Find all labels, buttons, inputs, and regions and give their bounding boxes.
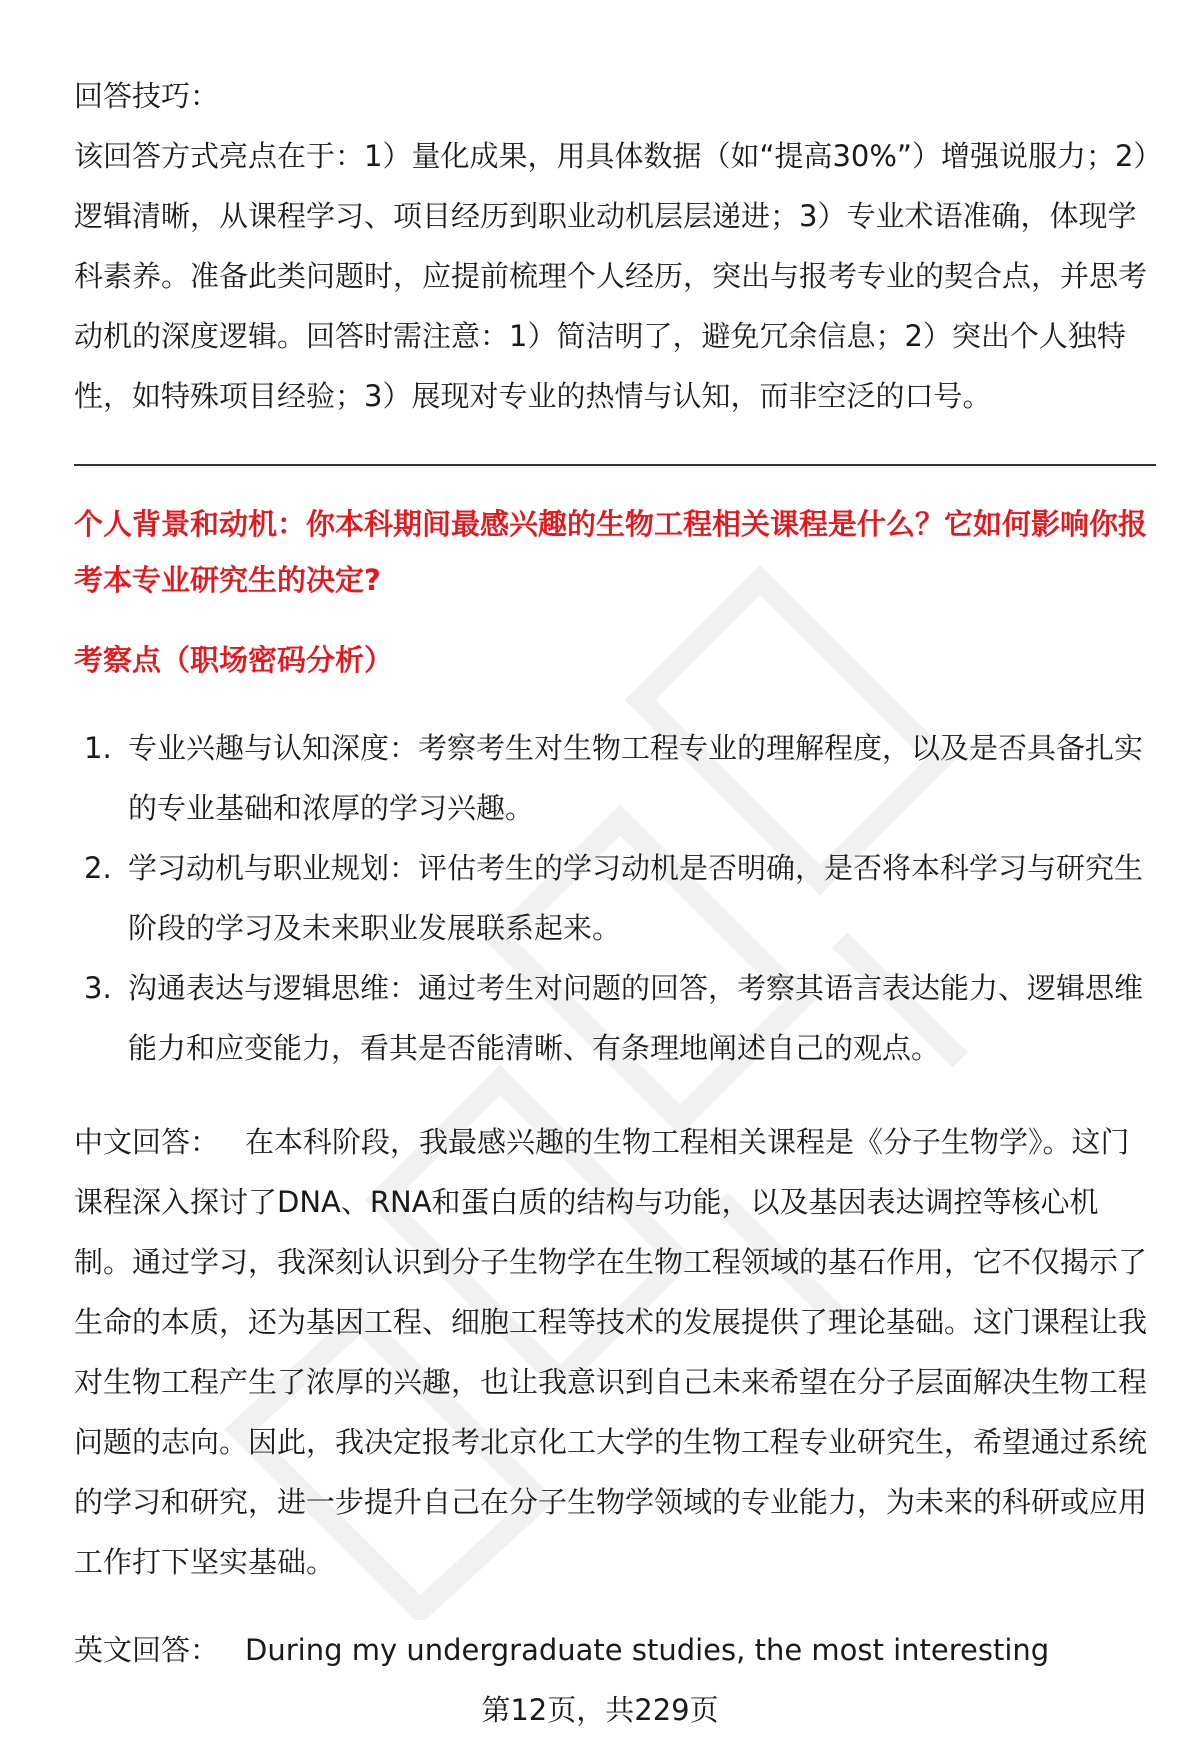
english-answer xyxy=(74,1620,1154,1680)
list-item-text: 学习动机与职业规划：评估考生的学习动机是否明确，是否将本科学习与研究生阶段的学习及未来职业发展联系起来。 xyxy=(128,851,1144,945)
chinese-answer-label: 中文回答： xyxy=(74,1125,220,1159)
list-item xyxy=(74,718,1154,838)
page-content xyxy=(74,66,1154,1680)
list-item-number: 3. xyxy=(84,971,112,1005)
tips-body: 该回答方式亮点在于：1）量化成果，用具体数据（如“提高30%”）增强说服力；2）逻辑清晰，从课程学习、项目经历到职业动机层层递进；3）专业术语准确，体现学科素养。准备此类问题时，应提前梳理个人经历，突出与报考专业的契合点，并思考动机的深度逻辑。回答时需注意：1）简洁明了，避免冗余信息；2）突出个人独特性，如特殊项目经验；3）展现对专业的热情与认知，而非空泛的口号。 xyxy=(74,139,1148,413)
list-item-text: 沟通表达与逻辑思维：通过考生对问题的回答，考察其语言表达能力、逻辑思维能力和应变能力，看其是否能清晰、有条理地阐述自己的观点。 xyxy=(128,971,1144,1065)
list-item-number: 1. xyxy=(84,731,112,765)
section-divider xyxy=(74,464,1156,466)
question-title: 个人背景和动机：你本科期间最感兴趣的生物工程相关课程是什么？它如何影响你报考本专业研究生的决定? xyxy=(74,507,1148,597)
list-item-text: 专业兴趣与认知深度：考察考生对生物工程专业的理解程度，以及是否具备扎实的专业基础和浓厚的学习兴趣。 xyxy=(128,731,1144,825)
list-item xyxy=(74,958,1154,1078)
page-number-footer: 第12页，共229页 xyxy=(481,1693,719,1727)
chinese-answer xyxy=(74,1112,1154,1592)
chinese-answer-text: 在本科阶段，我最感兴趣的生物工程相关课程是《分子生物学》。这门课程深入探讨了DNA、RNA和蛋白质的结构与功能，以及基因表达调控等核心机制。通过学习，我深刻认识到分子生物学在生物工程领域的基石作用，它不仅揭示了生命的本质，还为基因工程、细胞工程等技术的发展提供了理论基础。这门课程让我对生物工程产生了浓厚的兴趣，也让我意识到自己未来希望在分子层面解决生物工程问题的志向。因此，我决定报考北京化工大学的生物工程专业研究生，希望通过系统的学习和研究，进一步提升自己在分子生物学领域的专业能力，为未来的科研或应用工作打下坚实基础。 xyxy=(74,1125,1148,1579)
points-heading: 考察点（职场密码分析） xyxy=(74,643,394,677)
tips-label: 回答技巧： xyxy=(74,79,220,113)
list-item-number: 2. xyxy=(84,851,112,885)
assessment-points-list xyxy=(74,718,1154,1078)
list-item xyxy=(74,838,1154,958)
english-answer-label: 英文回答： xyxy=(74,1633,220,1667)
english-answer-text: During my undergraduate studies, the most interesting xyxy=(245,1633,1050,1667)
